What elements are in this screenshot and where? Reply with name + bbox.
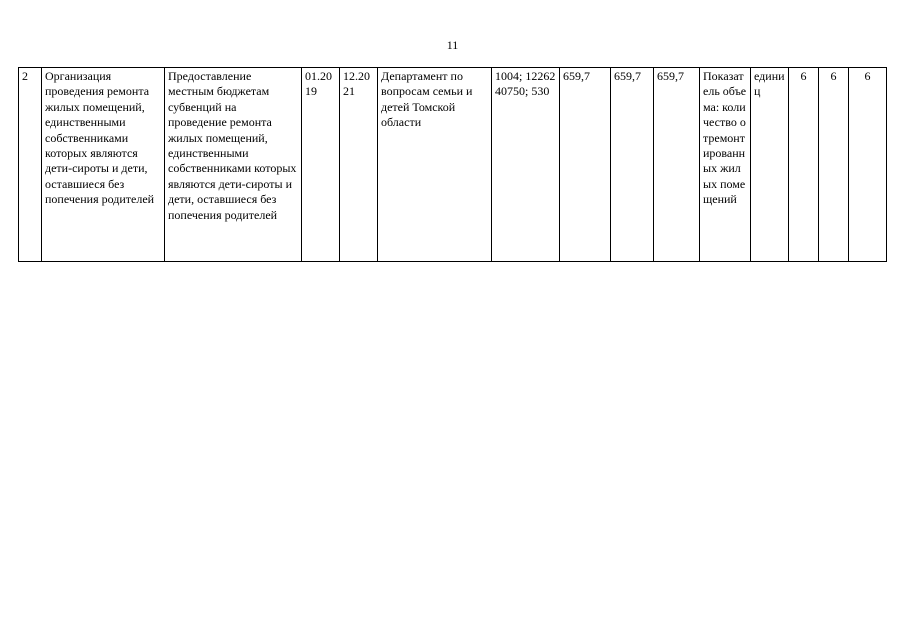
program-activities-table	[18, 67, 887, 262]
start-date-cell: 01.2019	[302, 68, 340, 262]
measure-cell: Предоставление местным бюджетам субвенций на проведение ремонта жилых помещений, единственными собственниками которых являются дети-сироты и дети, оставшиеся без попечения родителей	[165, 68, 302, 262]
row-number-cell: 2	[19, 68, 42, 262]
indicator-cell: Показатель объема: количество отремонтированных жилых помещений	[700, 68, 751, 262]
end-date-cell: 12.2021	[340, 68, 378, 262]
amount-year1-cell: 659,7	[560, 68, 611, 262]
executor-cell: Департамент по вопросам семьи и детей Томской области	[378, 68, 492, 262]
value-year1-cell: 6	[789, 68, 819, 262]
activity-cell: Организация проведения ремонта жилых помещений, единственными собственниками которых являются дети-сироты и дети, оставшиеся без попечения родителей	[42, 68, 165, 262]
page-number: 11	[446, 38, 459, 52]
table-row	[19, 68, 887, 262]
amount-year2-cell: 659,7	[611, 68, 654, 262]
budget-code-cell: 1004; 1226240750; 530	[492, 68, 560, 262]
value-year2-cell: 6	[819, 68, 849, 262]
amount-year3-cell: 659,7	[654, 68, 700, 262]
unit-cell: единиц	[751, 68, 789, 262]
value-year3-cell: 6	[849, 68, 887, 262]
